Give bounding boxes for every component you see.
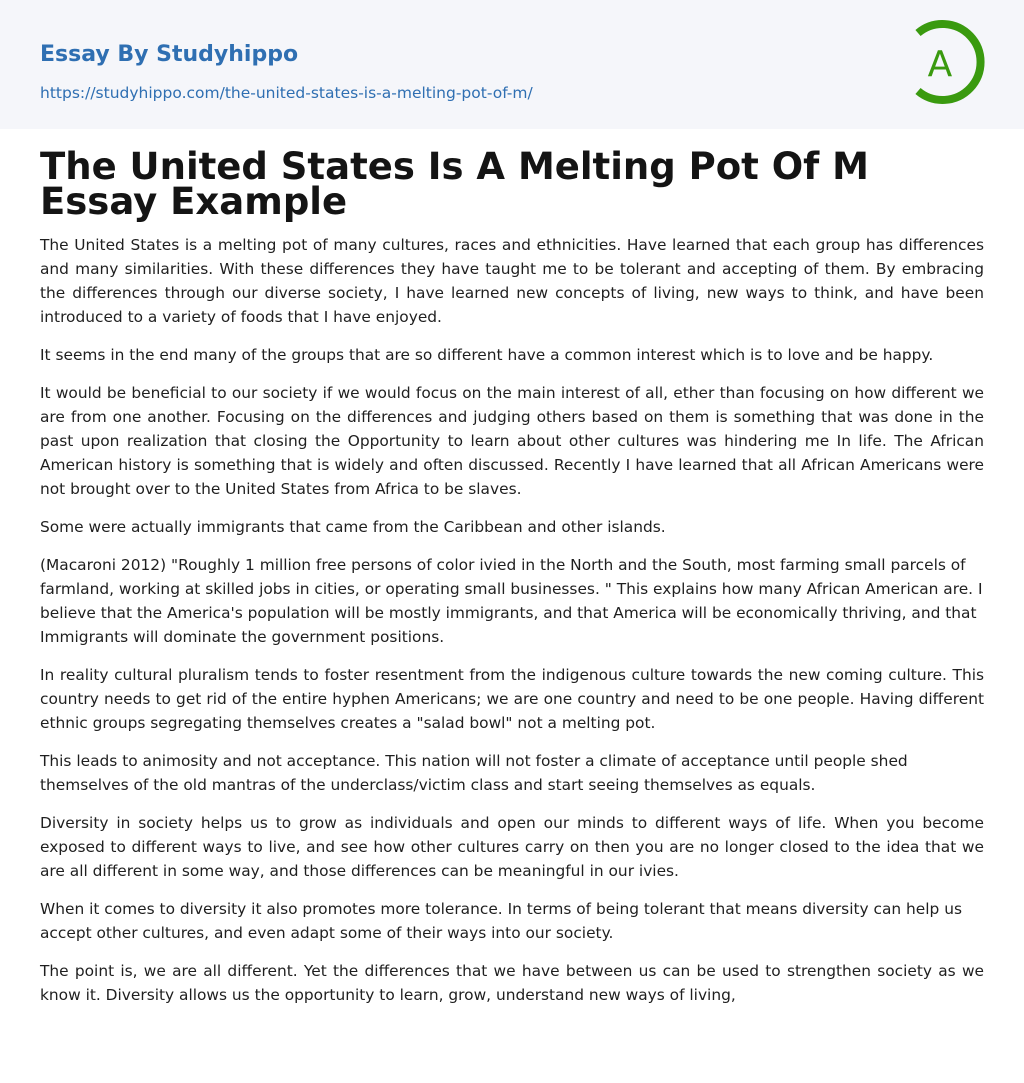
site-header — [0, 0, 1024, 129]
essay-paragraph: Diversity in society helps us to grow as individuals and open our minds to different ways of life. When you become exposed to different ways to live, and see how other cultures carry on then you are no longer closed to the idea that we are all different in some way, and those differences can be meaningful in our ivies. — [40, 814, 984, 880]
essay-paragraph: When it comes to diversity it also promotes more tolerance. In terms of being tolerant that means diversity can help us accept other cultures, and even adapt some of their ways into our society. — [40, 900, 962, 942]
essay-paragraph: It seems in the end many of the groups that are so different have a common interest which is to love and be happy. — [40, 346, 934, 364]
essay-paragraph: In reality cultural pluralism tends to foster resentment from the indigenous culture towards the new coming culture. This country needs to get rid of the entire hyphen Americans; we are one country and need to be one people. Having different ethnic groups segregating themselves creates a "salad bowl" not a melting pot. — [40, 666, 984, 732]
essay-paragraph: The point is, we are all different. Yet the differences that we have between us can be used to strengthen society as we know it. Diversity allows us the opportunity to learn, grow, understand new ways of living, — [40, 962, 984, 1004]
studyhippo-logo-icon[interactable] — [912, 18, 988, 106]
essay-paragraph: (Macaroni 2012) "Roughly 1 million free persons of color ivied in the North and the South, most farming small parcels of farmland, working at skilled jobs in cities, or operating small businesses. " This explains how many African American are. I believe that the America's population will be mostly immigrants, and that America will be economically thriving, and that Immigrants will dominate the government positions. — [40, 556, 983, 646]
essay-paragraph: It would be beneficial to our society if we would focus on the main interest of all, ether than focusing on how different we are from one another. Focusing on the differences and judging others based on them is something that was done in the past upon realization that closing the Opportunity to learn about other cultures was hindering me In life. The African American history is something that is widely and often discussed. Recently I have learned that all African Americans were not brought over to the United States from Africa to be slaves. — [40, 384, 984, 498]
essay-paragraph: The United States is a melting pot of many cultures, races and ethnicities. Have learned that each group has differences and many similarities. With these differences they have taught me to be tolerant and accepting of them. By embracing the differences through our diverse society, I have learned new concepts of living, new ways to think, and have been introduced to a variety of foods that I have enjoyed. — [40, 236, 984, 326]
essay-paragraph: This leads to animosity and not acceptance. This nation will not foster a climate of acceptance until people shed themselves of the old mantras of the underclass/victim class and start seeing themselves as equals. — [40, 752, 908, 794]
essay-url-link[interactable]: https://studyhippo.com/the-united-states-is-a-melting-pot-of-m/ — [40, 84, 533, 102]
essay-paragraph: Some were actually immigrants that came from the Caribbean and other islands. — [40, 518, 666, 536]
page-title: The United States Is A Melting Pot Of M Essay Example — [40, 145, 869, 223]
svg-text:A: A — [927, 44, 953, 85]
essay-content — [0, 145, 1024, 1007]
site-brand[interactable]: Essay By Studyhippo — [40, 42, 299, 67]
